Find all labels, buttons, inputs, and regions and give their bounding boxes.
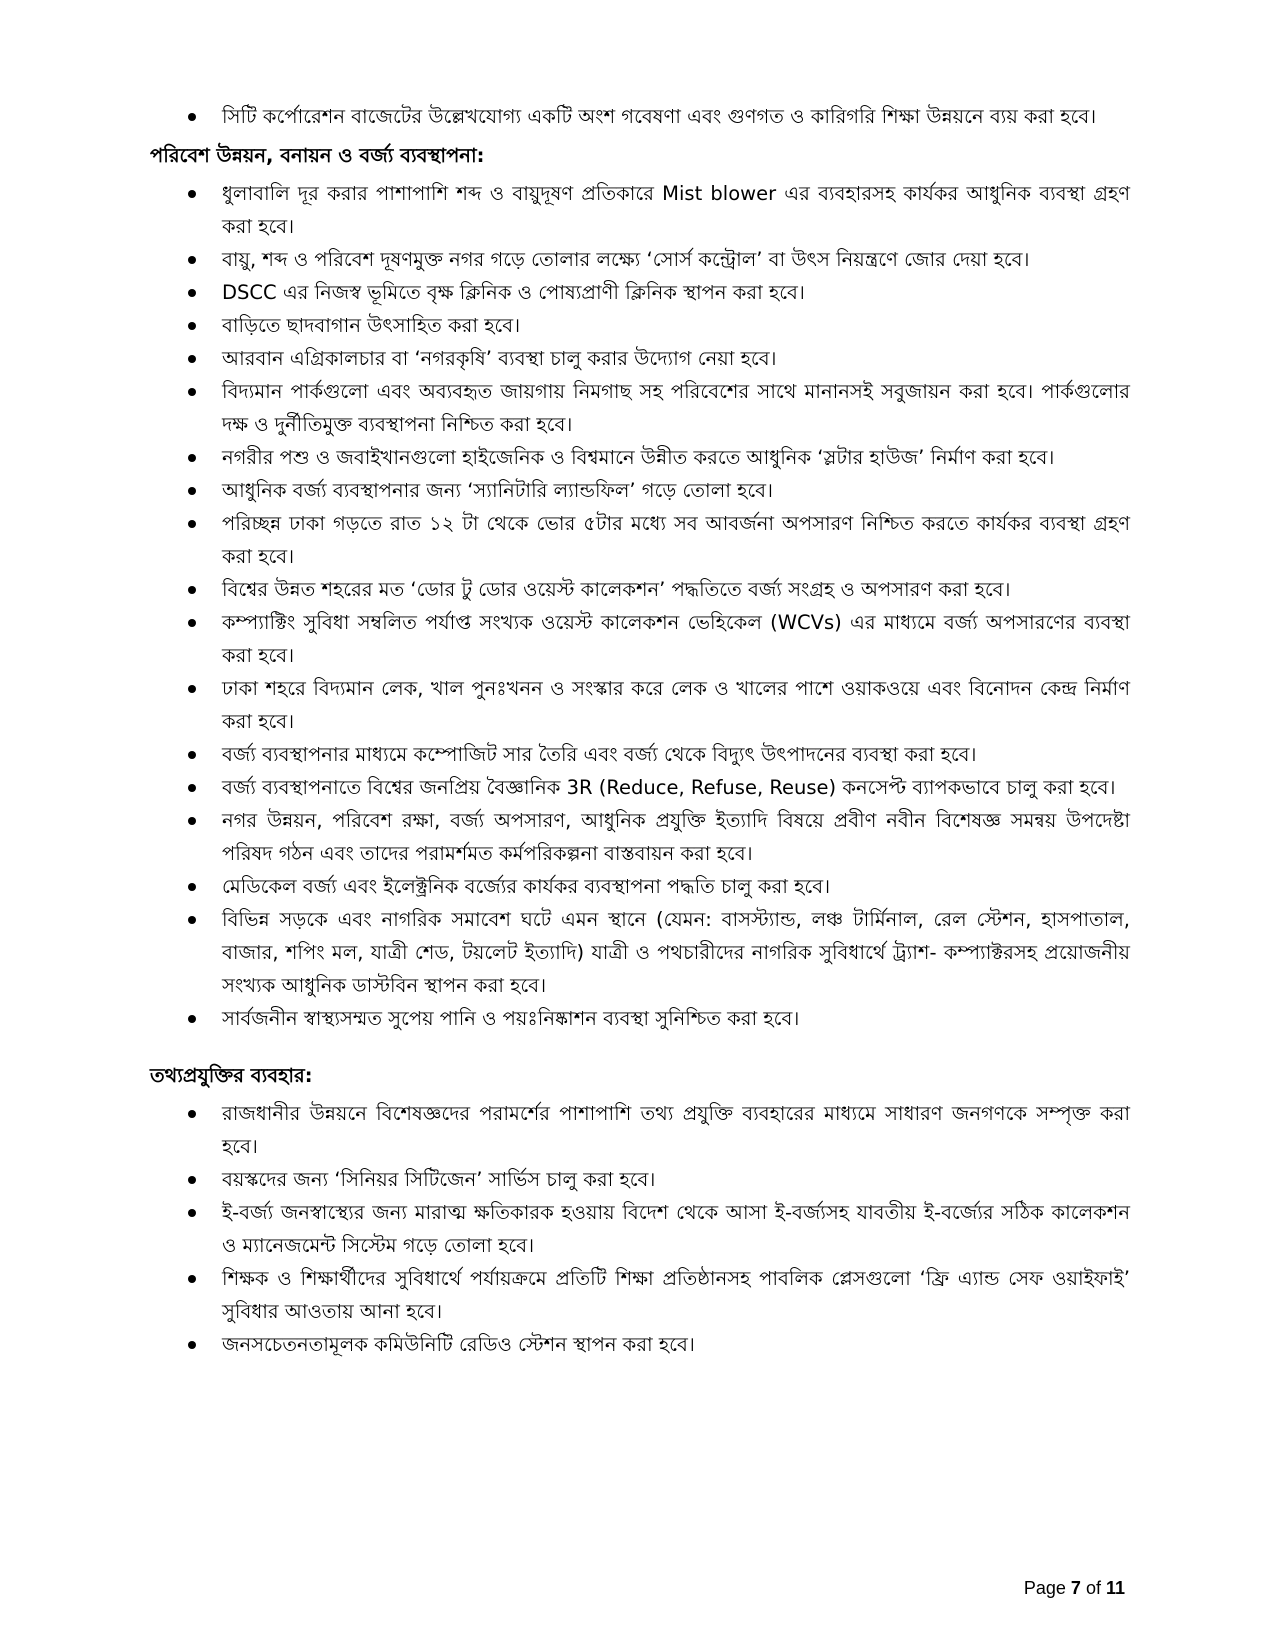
list-item: DSCC এর নিজস্ব ভূমিতে বৃক্ষ ক্লিনিক ও পোষ্যপ্রাণী ক্লিনিক স্থাপন করা হবে।	[150, 276, 1130, 309]
bullet-icon	[188, 1341, 196, 1349]
list-item: বর্জ্য ব্যবস্থাপনার মাধ্যমে কম্পোজিট সার তৈরি এবং বর্জ্য থেকে বিদ্যুৎ উৎপাদনের ব্যবস্থা করা হবে।	[150, 738, 1130, 771]
list-item: বিদ্যমান পার্কগুলো এবং অব্যবহৃত জায়গায় নিমগাছ সহ পরিবেশের সাথে মানানসই সবুজায়ন করা হবে। পার্কগুলোর দক্ষ ও দুর্নীতিমুক্ত ব্যবস্থাপনা নিশ্চিত করা হবে।	[150, 375, 1130, 441]
total-pages-number: 11	[1105, 1578, 1125, 1598]
bullet-icon	[188, 1015, 196, 1023]
list-item: নগরীর পশু ও জবাইখানগুলো হাইজেনিক ও বিশ্বমানে উন্নীত করতে আধুনিক ‘স্লটার হাউজ’ নির্মাণ করা হবে।	[150, 441, 1130, 474]
section-heading-environment: পরিবেশ উন্নয়ন, বনায়ন ও বর্জ্য ব্যবস্থাপনা:	[150, 144, 485, 167]
bullet-icon	[188, 883, 196, 891]
bullet-icon	[188, 113, 196, 121]
page-content	[150, 100, 1130, 1361]
bullet-icon	[188, 1209, 196, 1217]
bullet-icon	[188, 256, 196, 264]
bullet-icon	[188, 355, 196, 363]
intro-list	[150, 100, 1130, 133]
environment-list	[150, 177, 1130, 1035]
list-item: মেডিকেল বর্জ্য এবং ইলেক্ট্রনিক বর্জ্যের কার্যকর ব্যবস্থাপনা পদ্ধতি চালু করা হবে।	[150, 870, 1130, 903]
bullet-icon	[188, 916, 196, 924]
list-item: আরবান এগ্রিকালচার বা ‘নগরকৃষি’ ব্যবস্থা চালু করার উদ্যোগ নেয়া হবে।	[150, 342, 1130, 375]
bullet-icon	[188, 1176, 196, 1184]
bullet-icon	[188, 487, 196, 495]
list-item: বর্জ্য ব্যবস্থাপনাতে বিশ্বের জনপ্রিয় বৈজ্ঞানিক 3R (Reduce, Refuse, Reuse) কনসেপ্ট ব্যাপকভাবে চালু করা হবে।	[150, 771, 1130, 804]
list-item: ঢাকা শহরে বিদ্যমান লেক, খাল পুনঃখনন ও সংস্কার করে লেক ও খালের পাশে ওয়াকওয়ে এবং বিনোদন কেন্দ্র নির্মাণ করা হবে।	[150, 672, 1130, 738]
list-item: আধুনিক বর্জ্য ব্যবস্থাপনার জন্য ‘স্যানিটারি ল্যান্ডফিল’ গড়ে তোলা হবে।	[150, 474, 1130, 507]
list-item: রাজধানীর উন্নয়নে বিশেষজ্ঞদের পরামর্শের পাশাপাশি তথ্য প্রযুক্তি ব্যবহারের মাধ্যমে সাধারণ জনগণকে সম্পৃক্ত করা হবে।	[150, 1097, 1130, 1163]
section-heading-ict: তথ্যপ্রযুক্তির ব্যবহার:	[150, 1064, 313, 1087]
bullet-icon	[188, 520, 196, 528]
bullet-icon	[188, 784, 196, 792]
list-item: শিক্ষক ও শিক্ষার্থীদের সুবিধার্থে পর্যায়ক্রমে প্রতিটি শিক্ষা প্রতিষ্ঠানসহ পাবলিক প্লেসগুলো ‘ফ্রি এ্যান্ড সেফ ওয়াইফাই’ সুবিধার আওতায় আনা হবে।	[150, 1262, 1130, 1328]
list-item: নগর উন্নয়ন, পরিবেশ রক্ষা, বর্জ্য অপসারণ, আধুনিক প্রযুক্তি ইত্যাদি বিষয়ে প্রবীণ নবীন বিশেষজ্ঞ সমন্বয় উপদেষ্টা পরিষদ গঠন এবং তাদের পরামর্শমত কর্মপরিকল্পনা বাস্তবায়ন করা হবে।	[150, 804, 1130, 870]
bullet-icon	[188, 190, 196, 198]
bullet-icon	[188, 817, 196, 825]
list-item: সিটি কর্পোরেশন বাজেটের উল্লেখযোগ্য একটি অংশ গবেষণা এবং গুণগত ও কারিগরি শিক্ষা উন্নয়নে ব্যয় করা হবে।	[150, 100, 1130, 133]
list-item: বাড়িতে ছাদবাগান উৎসাহিত করা হবে।	[150, 309, 1130, 342]
list-item: কম্প্যাক্টিং সুবিধা সম্বলিত পর্যাপ্ত সংখ্যক ওয়েস্ট কালেকশন ভেহিকেল (WCVs) এর মাধ্যমে বর্জ্য অপসারণের ব্যবস্থা করা হবে।	[150, 606, 1130, 672]
bullet-icon	[188, 388, 196, 396]
current-page-number: 7	[1070, 1578, 1081, 1598]
bullet-icon	[188, 619, 196, 627]
bullet-icon	[188, 454, 196, 462]
ict-list	[150, 1097, 1130, 1361]
list-item: বয়স্কদের জন্য ‘সিনিয়র সিটিজেন’ সার্ভিস চালু করা হবে।	[150, 1163, 1130, 1196]
list-item: বিভিন্ন সড়কে এবং নাগরিক সমাবেশ ঘটে এমন স্থানে (যেমন: বাসস্ট্যান্ড, লঞ্চ টার্মিনাল, রেল স্টেশন, হাসপাতাল, বাজার, শপিং মল, যাত্রী শেড, টয়লেট ইত্যাদি) যাত্রী ও পথচারীদের নাগরিক সুবিধার্থে ট্র্যাশ- কম্প্যাক্টরসহ প্রয়োজনীয় সংখ্যক আধুনিক ডাস্টবিন স্থাপন করা হবে।	[150, 903, 1130, 1002]
of-label: of	[1085, 1578, 1101, 1598]
list-item: জনসচেতনতামূলক কমিউনিটি রেডিও স্টেশন স্থাপন করা হবে।	[150, 1328, 1130, 1361]
bullet-icon	[188, 1275, 196, 1283]
bullet-icon	[188, 586, 196, 594]
list-item: বিশ্বের উন্নত শহরের মত ‘ডোর টু ডোর ওয়েস্ট কালেকশন’ পদ্ধতিতে বর্জ্য সংগ্রহ ও অপসারণ করা হবে।	[150, 573, 1130, 606]
list-item: ধুলাবালি দূর করার পাশাপাশি শব্দ ও বায়ুদূষণ প্রতিকারে Mist blower এর ব্যবহারসহ কার্যকর আধুনিক ব্যবস্থা গ্রহণ করা হবে।	[150, 177, 1130, 243]
bullet-icon	[188, 289, 196, 297]
list-item: বায়ু, শব্দ ও পরিবেশ দূষণমুক্ত নগর গড়ে তোলার লক্ষ্যে ‘সোর্স কন্ট্রোল’ বা উৎস নিয়ন্ত্রণে জোর দেয়া হবে।	[150, 243, 1130, 276]
page-number-footer	[1024, 1578, 1125, 1599]
bullet-icon	[188, 685, 196, 693]
page-label: Page	[1023, 1578, 1066, 1598]
bullet-icon	[188, 322, 196, 330]
list-item: সার্বজনীন স্বাস্থ্যসম্মত সুপেয় পানি ও পয়ঃনিষ্কাশন ব্যবস্থা সুনিশ্চিত করা হবে।	[150, 1002, 1130, 1035]
bullet-icon	[188, 1110, 196, 1118]
list-item: ই-বর্জ্য জনস্বাস্থ্যের জন্য মারাত্ম ক্ষতিকারক হওয়ায় বিদেশ থেকে আসা ই-বর্জ্যসহ যাবতীয় ই-বর্জ্যের সঠিক কালেকশন ও ম্যানেজমেন্ট সিস্টেম গড়ে তোলা হবে।	[150, 1196, 1130, 1262]
bullet-icon	[188, 751, 196, 759]
list-item: পরিচ্ছন্ন ঢাকা গড়তে রাত ১২ টা থেকে ভোর ৫টার মধ্যে সব আবর্জনা অপসারণ নিশ্চিত করতে কার্যকর ব্যবস্থা গ্রহণ করা হবে।	[150, 507, 1130, 573]
